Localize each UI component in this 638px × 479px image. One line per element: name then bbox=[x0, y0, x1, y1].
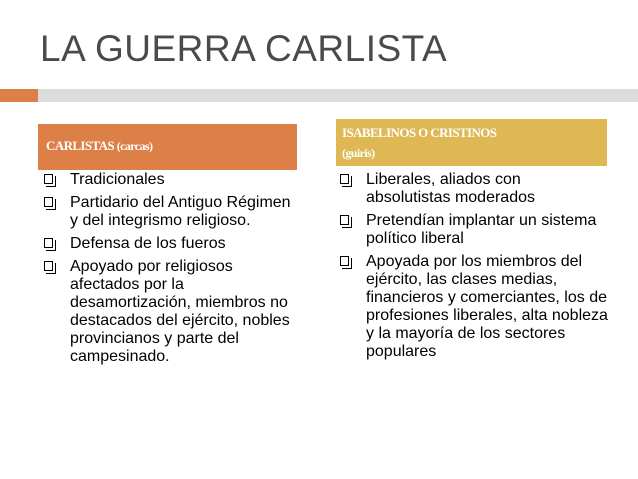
title-rule bbox=[38, 89, 638, 102]
carlistas-header bbox=[38, 124, 297, 170]
isabelinos-header-label: ISABELINOS O CRISTINOS bbox=[342, 125, 497, 140]
square-bullet-icon bbox=[340, 215, 349, 225]
square-bullet-icon bbox=[44, 238, 53, 248]
list-item-text: Liberales, aliados con absolutistas moderados bbox=[366, 171, 535, 206]
square-bullet-icon bbox=[340, 256, 349, 266]
isabelinos-list bbox=[340, 171, 608, 366]
list-item bbox=[44, 258, 299, 366]
list-item-text: Defensa de los fueros bbox=[70, 235, 226, 252]
square-bullet-icon bbox=[44, 197, 53, 207]
list-item bbox=[340, 253, 608, 361]
list-item-text: Tradicionales bbox=[70, 171, 165, 188]
carlistas-list bbox=[44, 171, 299, 371]
list-item-text: Apoyada por los miembros del ejército, las clases medias, financieros y comerciantes, los de profesiones liberales, alta nobleza y la mayoría de los sectores populares bbox=[366, 253, 608, 360]
list-item-text: Partidario del Antiguo Régimen y del integrismo religioso. bbox=[70, 194, 291, 229]
list-item-text: Apoyado por religiosos afectados por la desamortización, miembros no destacados del ejército, nobles provincianos y parte del campesinado. bbox=[70, 258, 290, 365]
isabelinos-header bbox=[336, 119, 607, 166]
list-item bbox=[44, 171, 299, 189]
slide-title: LA GUERRA CARLISTA bbox=[40, 28, 448, 69]
list-item bbox=[340, 171, 608, 207]
carlistas-header-label: CARLISTAS bbox=[46, 138, 115, 153]
square-bullet-icon bbox=[340, 174, 349, 184]
title-rule-accent bbox=[0, 89, 38, 102]
isabelinos-header-sub: (guiris) bbox=[342, 146, 375, 160]
list-item bbox=[44, 235, 299, 253]
square-bullet-icon bbox=[44, 261, 53, 271]
square-bullet-icon bbox=[44, 174, 53, 184]
list-item bbox=[340, 212, 608, 248]
carlistas-header-sub: (carcas) bbox=[116, 139, 153, 153]
list-item-text: Pretendían implantar un sistema político liberal bbox=[366, 212, 597, 247]
list-item bbox=[44, 194, 299, 230]
